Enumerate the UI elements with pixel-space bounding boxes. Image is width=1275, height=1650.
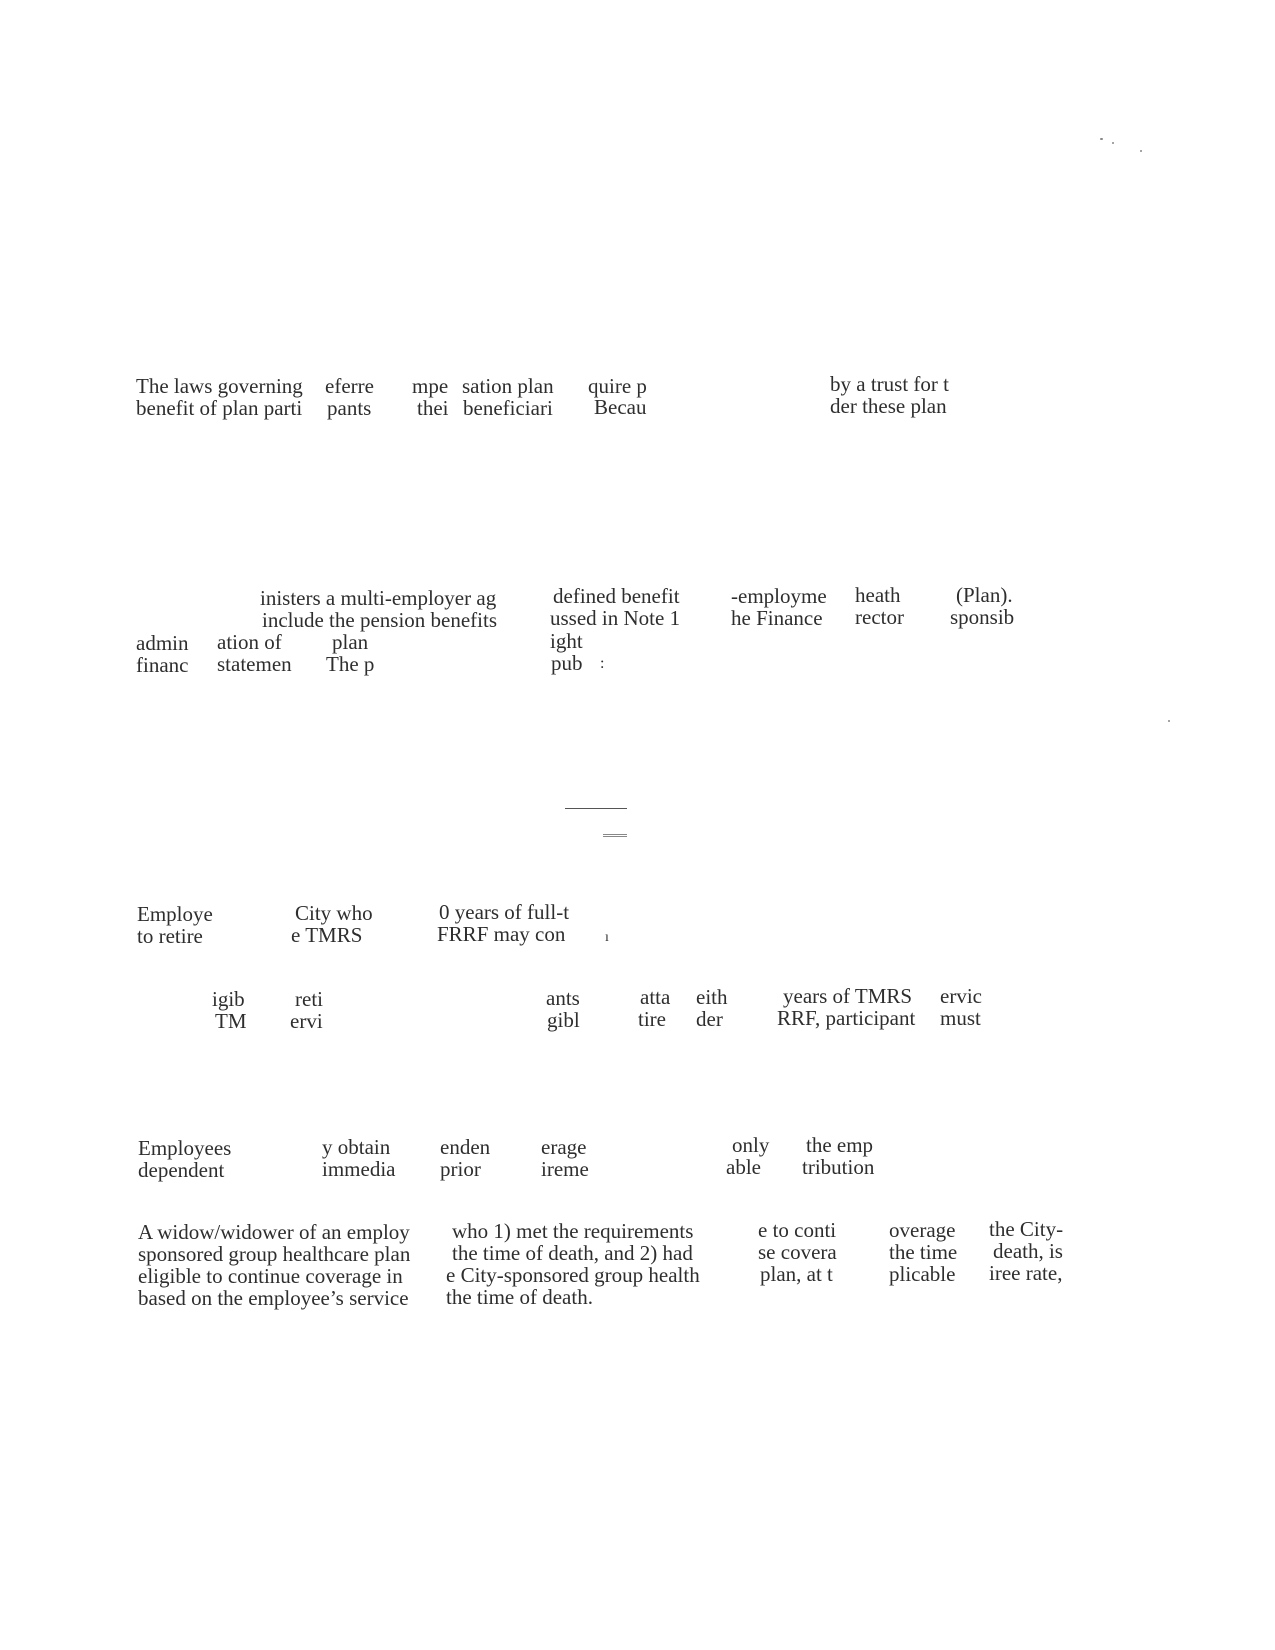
text-fragment: the time of death, and 2) had [452, 1241, 693, 1265]
text-fragment: admin [136, 631, 189, 655]
text-fragment: Becau [594, 395, 647, 419]
text-fragment: death, is [993, 1239, 1063, 1263]
text-fragment: (Plan). [956, 583, 1013, 607]
text-fragment: The laws governing [136, 374, 303, 398]
text-fragment: eligible to continue coverage in [138, 1264, 403, 1288]
text-fragment: by a trust for t [830, 372, 949, 396]
text-fragment: FRRF may con [437, 922, 566, 946]
text-fragment: atta [640, 985, 671, 1009]
text-fragment: plan [332, 630, 369, 654]
text-fragment: e TMRS [291, 923, 363, 947]
text-fragment: rector [855, 605, 904, 629]
text-fragment: sponsored group healthcare plan [138, 1242, 411, 1266]
text-fragment: ation of [217, 630, 282, 654]
text-fragment: who 1) met the requirements [452, 1219, 694, 1243]
scan-speck [1168, 720, 1170, 722]
text-fragment: eith [696, 985, 728, 1009]
text-fragment: enden [440, 1135, 491, 1159]
text-fragment: -employme [731, 584, 827, 608]
text-fragment: ı [605, 930, 609, 945]
text-fragment: statemen [217, 652, 292, 676]
text-fragment: RRF, participant [777, 1006, 916, 1030]
text-fragment: e City-sponsored group health [446, 1263, 700, 1287]
text-fragment: der these plan [830, 394, 947, 418]
text-fragment: he Finance [731, 606, 823, 630]
text-fragment: igib [212, 987, 245, 1011]
text-fragment: tire [638, 1007, 666, 1031]
text-fragment: able [726, 1155, 761, 1179]
text-fragment: immedia [322, 1157, 396, 1181]
text-fragment: plan, at t [760, 1262, 833, 1286]
text-fragment: sponsib [950, 605, 1015, 629]
text-fragment: ireme [541, 1157, 589, 1181]
text-fragment: ussed in Note 1 [550, 606, 681, 630]
scan-speck [1140, 150, 1142, 152]
text-fragment: years of TMRS [783, 984, 913, 1008]
text-fragment: iree rate, [989, 1261, 1063, 1285]
text-fragment: the time of death. [446, 1285, 593, 1309]
text-fragment: include the pension benefits [262, 608, 498, 632]
text-fragment: erage [541, 1135, 587, 1159]
text-fragment: Employe [137, 902, 213, 926]
total-rule [565, 808, 627, 809]
text-fragment: beneficiari [463, 396, 553, 420]
text-fragment: quire p [588, 374, 647, 398]
text-fragment: tribution [802, 1155, 875, 1179]
text-fragment: plicable [889, 1262, 956, 1286]
text-fragment: sation plan [462, 374, 554, 398]
text-fragment: : [600, 655, 605, 672]
text-fragment: Employees [138, 1136, 232, 1160]
text-fragment: TM [215, 1009, 247, 1033]
text-fragment: pub [551, 651, 583, 675]
text-fragment: inisters a multi-employer ag [260, 586, 497, 610]
text-fragment: the City- [989, 1217, 1064, 1241]
double-total-rule [603, 834, 627, 837]
text-fragment: y obtain [322, 1135, 391, 1159]
text-fragment: se covera [758, 1240, 837, 1264]
text-fragment: must [940, 1006, 981, 1030]
text-fragment: ants [546, 986, 580, 1010]
text-fragment: thei [417, 396, 449, 420]
text-fragment: based on the employee’s service [138, 1286, 409, 1310]
text-fragment: eferre [325, 374, 374, 398]
text-fragment: heath [855, 583, 901, 607]
text-fragment: reti [295, 987, 323, 1011]
text-fragment: to retire [137, 924, 203, 948]
text-fragment: 0 years of full-t [439, 900, 570, 924]
scan-speck [1100, 138, 1103, 140]
text-fragment: defined benefit [553, 584, 680, 608]
text-fragment: The p [326, 652, 375, 676]
text-fragment: City who [295, 901, 373, 925]
text-fragment: dependent [138, 1158, 225, 1182]
text-fragment: only [732, 1133, 770, 1157]
text-fragment: gibl [547, 1008, 580, 1032]
text-fragment: the time [889, 1240, 958, 1264]
text-fragment: pants [327, 396, 372, 420]
text-fragment: e to conti [758, 1218, 837, 1242]
text-fragment: A widow/widower of an employ [138, 1220, 410, 1244]
text-fragment: prior [440, 1157, 481, 1181]
text-fragment: ervic [940, 984, 982, 1008]
text-fragment: the emp [806, 1133, 874, 1157]
text-fragment: benefit of plan parti [136, 396, 303, 420]
text-fragment: financ [136, 653, 189, 677]
text-fragment: ervi [290, 1009, 323, 1033]
scan-speck [1112, 142, 1114, 144]
text-fragment: mpe [412, 374, 449, 398]
text-fragment: overage [889, 1218, 956, 1242]
text-fragment: der [696, 1007, 723, 1031]
text-fragment: ight [550, 629, 583, 653]
